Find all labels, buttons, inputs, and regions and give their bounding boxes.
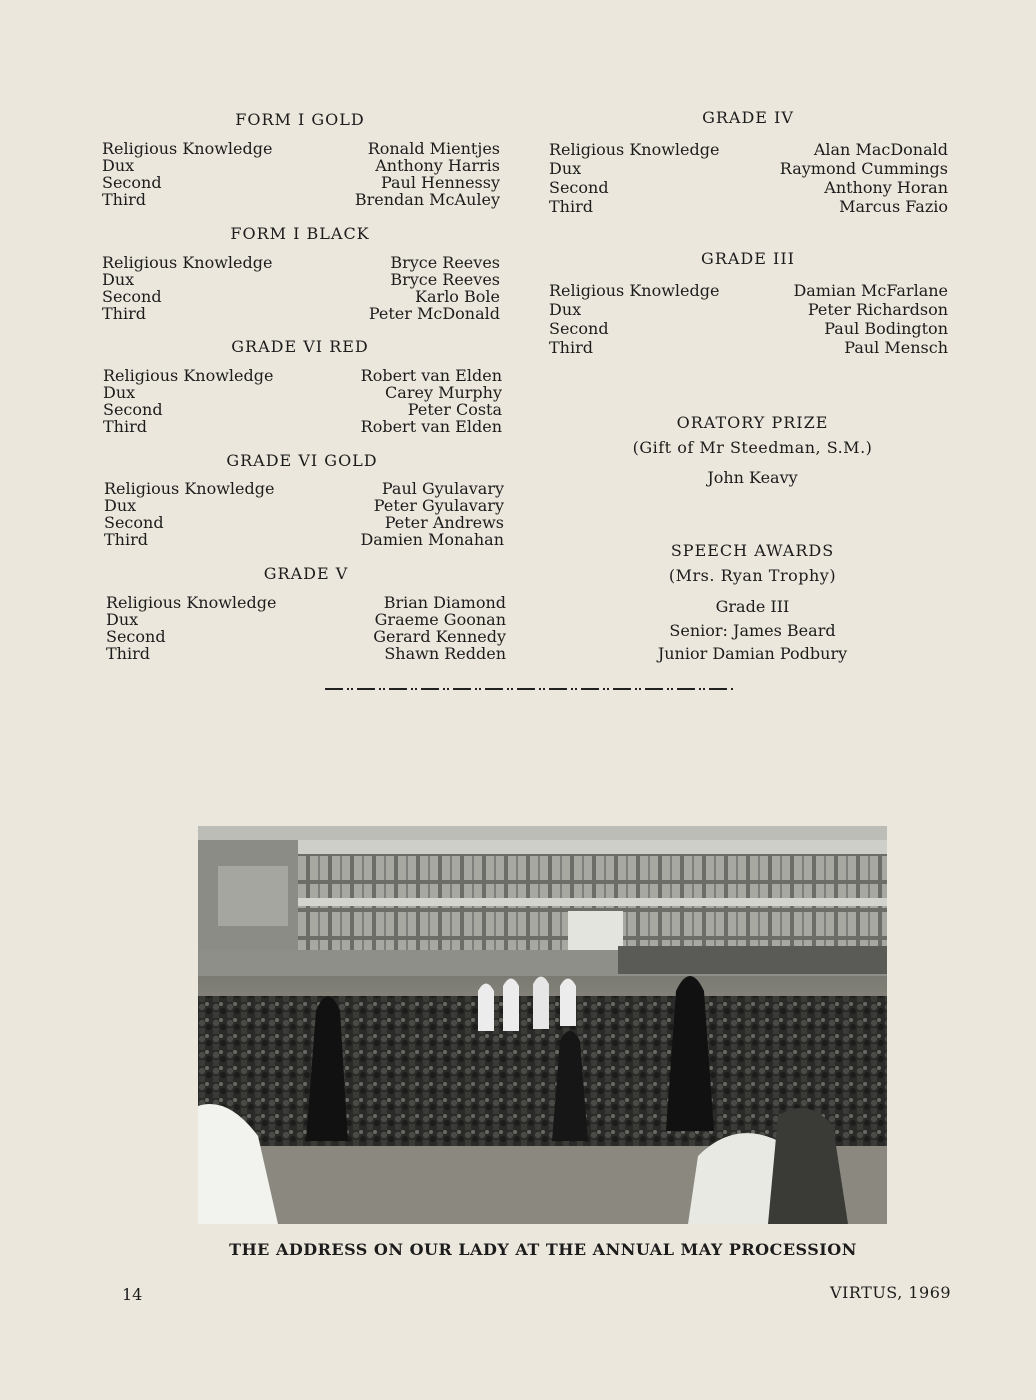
award-row [103,384,502,401]
award-label: Religious Knowledge [102,253,273,272]
award-row [102,140,500,157]
award-winner: Robert van Elden [360,366,502,385]
award-list [549,281,948,357]
award-winner: Robert van Elden [360,417,502,436]
award-label: Dux [549,159,582,178]
section-heading: GRADE VI GOLD [226,451,378,470]
speech-grade: Grade III [715,597,790,616]
award-winner: Brian Diamond [383,593,506,612]
award-list [549,140,948,216]
award-label: Second [104,513,164,532]
award-row [103,418,502,435]
speech-trophy: (Mrs. Ryan Trophy) [668,566,837,585]
award-label: Religious Knowledge [103,366,274,385]
section-heading: GRADE IV [702,108,794,127]
award-row [102,271,500,288]
award-row [102,157,500,174]
award-row [102,191,500,208]
award-label: Dux [102,270,135,289]
award-label: Third [549,338,593,357]
award-winner: Paul Hennessy [380,173,500,192]
award-row [104,531,504,548]
award-list [102,254,500,322]
award-winner: Graeme Goonan [374,610,506,629]
award-winner: Ronald Mientjes [367,139,500,158]
award-row [106,611,506,628]
award-winner: Paul Bodington [824,319,948,338]
award-label: Second [103,400,163,419]
award-label: Third [102,190,146,209]
award-row [549,140,948,159]
award-list [106,594,506,662]
award-winner: Carey Murphy [385,383,502,402]
award-winner: Peter Andrews [384,513,504,532]
award-label: Religious Knowledge [549,140,720,159]
award-row [102,305,500,322]
award-row [549,319,948,338]
award-row [106,628,506,645]
award-label: Dux [104,496,137,515]
award-label: Dux [103,383,136,402]
award-row [549,178,948,197]
award-winner: Damien Monahan [360,530,504,549]
oratory-gift: (Gift of Mr Steedman, S.M.) [632,438,873,457]
award-winner: Peter Gyulavary [373,496,504,515]
decorative-divider [325,686,735,692]
award-label: Religious Knowledge [102,139,273,158]
award-winner: Shawn Redden [384,644,506,663]
award-winner: Anthony Harris [375,156,500,175]
award-list [103,367,502,435]
award-row [104,514,504,531]
award-winner: Gerard Kennedy [373,627,506,646]
award-winner: Damian McFarlane [793,281,948,300]
award-label: Religious Knowledge [106,593,277,612]
award-row [102,288,500,305]
award-label: Religious Knowledge [549,281,720,300]
award-winner: Alan MacDonald [813,140,948,159]
award-row [102,174,500,191]
award-row [103,401,502,418]
award-label: Second [106,627,166,646]
award-label: Third [549,197,593,216]
award-row [549,281,948,300]
award-label: Second [549,319,609,338]
award-label: Third [106,644,150,663]
award-row [549,197,948,216]
award-row [104,480,504,497]
award-winner: Marcus Fazio [839,197,948,216]
award-label: Second [102,287,162,306]
publication-footer: VIRTUS, 1969 [830,1283,952,1302]
award-winner: Raymond Cummings [779,159,948,178]
award-label: Dux [106,610,139,629]
award-label: Religious Knowledge [104,479,275,498]
award-row [549,338,948,357]
award-winner: Paul Gyulavary [381,479,504,498]
award-label: Second [549,178,609,197]
award-winner: Karlo Bole [415,287,500,306]
oratory-winner: John Keavy [707,468,798,487]
award-label: Dux [549,300,582,319]
award-winner: Paul Mensch [844,338,948,357]
award-winner: Bryce Reeves [390,253,500,272]
award-row [106,645,506,662]
oratory-heading: ORATORY PRIZE [676,413,829,432]
award-list [102,140,500,208]
page-number: 14 [122,1285,143,1304]
award-winner: Bryce Reeves [390,270,500,289]
section-heading: FORM I BLACK [230,224,370,243]
award-row [549,159,948,178]
award-row [549,300,948,319]
award-row [104,497,504,514]
photo-caption: THE ADDRESS ON OUR LADY AT THE ANNUAL MAY PROCESSION [229,1240,857,1259]
procession-photo [198,826,887,1224]
award-label: Third [102,304,146,323]
award-winner: Peter Richardson [807,300,948,319]
section-heading: GRADE VI RED [231,337,369,356]
speech-junior: Junior Damian Podbury [657,644,848,663]
award-row [102,254,500,271]
speech-heading: SPEECH AWARDS [670,541,835,560]
section-heading: GRADE III [701,249,795,268]
award-row [106,594,506,611]
award-label: Dux [102,156,135,175]
award-winner: Peter Costa [407,400,502,419]
section-heading: FORM I GOLD [235,110,365,129]
award-label: Third [104,530,148,549]
award-winner: Anthony Horan [824,178,948,197]
award-row [103,367,502,384]
award-winner: Peter McDonald [368,304,500,323]
award-winner: Brendan McAuley [354,190,500,209]
speech-senior: Senior: James Beard [669,621,836,640]
award-list [104,480,504,548]
award-label: Second [102,173,162,192]
section-heading: GRADE V [263,564,349,583]
award-label: Third [103,417,147,436]
